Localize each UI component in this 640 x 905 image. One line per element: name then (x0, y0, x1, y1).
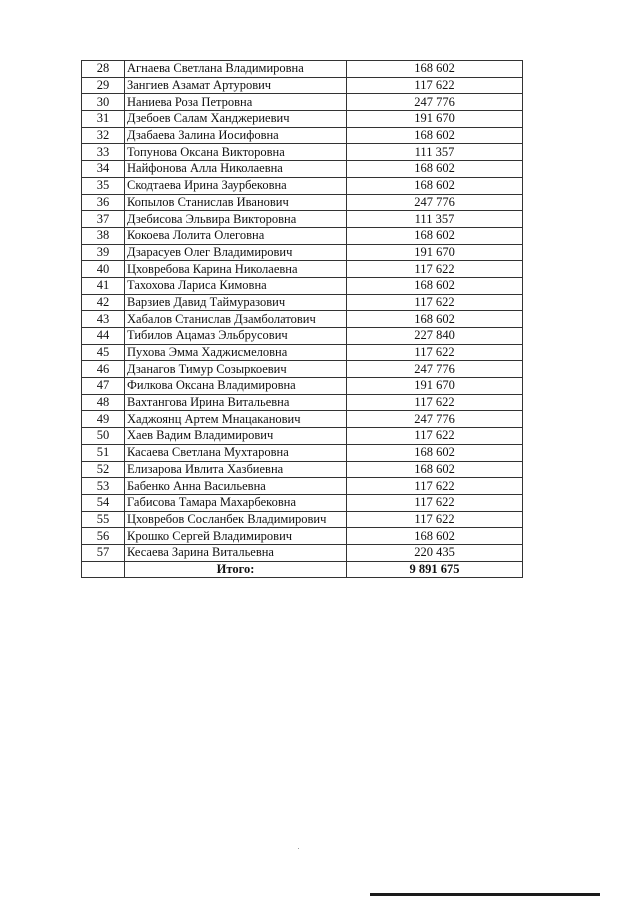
row-sum: 247 776 (347, 411, 523, 428)
table-row (82, 411, 523, 428)
row-sum: 168 602 (347, 311, 523, 328)
row-number: 39 (82, 244, 125, 261)
table-row (82, 294, 523, 311)
row-sum: 168 602 (347, 227, 523, 244)
row-sum: 117 622 (347, 511, 523, 528)
table-row (82, 494, 523, 511)
row-name: Кокоева Лолита Олеговна (125, 227, 347, 244)
row-sum: 168 602 (347, 277, 523, 294)
row-number: 28 (82, 61, 125, 78)
row-sum: 117 622 (347, 478, 523, 495)
row-name: Кесаева Зарина Витальевна (125, 544, 347, 561)
row-name: Крошко Сергей Владимирович (125, 528, 347, 545)
table-row (82, 77, 523, 94)
row-sum: 111 357 (347, 144, 523, 161)
row-number: 45 (82, 344, 125, 361)
row-sum: 168 602 (347, 528, 523, 545)
row-name: Пухова Эмма Хаджисмеловна (125, 344, 347, 361)
table-row (82, 394, 523, 411)
row-sum: 191 670 (347, 378, 523, 395)
row-sum: 168 602 (347, 61, 523, 78)
table-row (82, 461, 523, 478)
table-row (82, 111, 523, 128)
total-label: Итого: (125, 561, 347, 578)
row-number: 49 (82, 411, 125, 428)
row-sum: 168 602 (347, 461, 523, 478)
row-sum: 168 602 (347, 444, 523, 461)
row-sum: 168 602 (347, 177, 523, 194)
row-number: 52 (82, 461, 125, 478)
row-name: Зангиев Азамат Артурович (125, 77, 347, 94)
table-row (82, 378, 523, 395)
table-row (82, 177, 523, 194)
row-sum: 168 602 (347, 161, 523, 178)
row-sum: 117 622 (347, 344, 523, 361)
row-name: Филкова Оксана Владимировна (125, 378, 347, 395)
row-sum: 247 776 (347, 194, 523, 211)
table-row (82, 511, 523, 528)
row-number: 57 (82, 544, 125, 561)
row-name: Топунова Оксана Викторовна (125, 144, 347, 161)
row-sum: 191 670 (347, 244, 523, 261)
table-row (82, 478, 523, 495)
row-sum: 227 840 (347, 328, 523, 345)
row-number: 56 (82, 528, 125, 545)
row-name: Дзанагов Тимур Созыркоевич (125, 361, 347, 378)
total-row (82, 561, 523, 578)
row-name: Хабалов Станислав Дзамболатович (125, 311, 347, 328)
table-row (82, 161, 523, 178)
row-sum: 117 622 (347, 261, 523, 278)
table-row (82, 144, 523, 161)
row-sum: 111 357 (347, 211, 523, 228)
row-number: 50 (82, 428, 125, 445)
row-name: Тахохова Лариса Кимовна (125, 277, 347, 294)
table-row (82, 94, 523, 111)
table-row (82, 428, 523, 445)
row-number: 35 (82, 177, 125, 194)
scan-speck (298, 848, 299, 849)
table-body (82, 61, 523, 562)
row-number: 48 (82, 394, 125, 411)
table-row (82, 444, 523, 461)
row-name: Цховребова Карина Николаевна (125, 261, 347, 278)
row-number: 30 (82, 94, 125, 111)
row-sum: 247 776 (347, 361, 523, 378)
signature-line (370, 893, 600, 896)
row-sum: 247 776 (347, 94, 523, 111)
table-row (82, 328, 523, 345)
row-sum: 117 622 (347, 494, 523, 511)
row-name: Хаджоянц Артем Мнацаканович (125, 411, 347, 428)
table-row (82, 311, 523, 328)
row-number: 54 (82, 494, 125, 511)
row-number: 29 (82, 77, 125, 94)
row-name: Касаева Светлана Мухтаровна (125, 444, 347, 461)
table-row (82, 61, 523, 78)
table-row (82, 361, 523, 378)
row-name: Габисова Тамара Махарбековна (125, 494, 347, 511)
row-sum: 168 602 (347, 127, 523, 144)
table-row (82, 344, 523, 361)
row-name: Цховребов Сосланбек Владимирович (125, 511, 347, 528)
row-name: Найфонова Алла Николаевна (125, 161, 347, 178)
row-name: Елизарова Ивлита Хазбиевна (125, 461, 347, 478)
row-name: Агнаева Светлана Владимировна (125, 61, 347, 78)
row-number: 51 (82, 444, 125, 461)
row-number: 31 (82, 111, 125, 128)
row-number: 42 (82, 294, 125, 311)
row-number: 41 (82, 277, 125, 294)
row-sum: 117 622 (347, 394, 523, 411)
total-sum: 9 891 675 (347, 561, 523, 578)
row-number: 33 (82, 144, 125, 161)
row-name: Варзиев Давид Таймуразович (125, 294, 347, 311)
row-number: 47 (82, 378, 125, 395)
payment-table (81, 60, 523, 578)
row-name: Скодтаева Ирина Заурбековна (125, 177, 347, 194)
row-name: Тибилов Ацамаз Эльбрусович (125, 328, 347, 345)
table-row (82, 528, 523, 545)
row-sum: 191 670 (347, 111, 523, 128)
row-name: Дзабаева Залина Иосифовна (125, 127, 347, 144)
table-row (82, 544, 523, 561)
table-row (82, 244, 523, 261)
row-number: 36 (82, 194, 125, 211)
row-number: 38 (82, 227, 125, 244)
row-sum: 220 435 (347, 544, 523, 561)
row-number: 40 (82, 261, 125, 278)
row-sum: 117 622 (347, 294, 523, 311)
table-row (82, 127, 523, 144)
table-row (82, 261, 523, 278)
row-number: 32 (82, 127, 125, 144)
row-name: Дзарасуев Олег Владимирович (125, 244, 347, 261)
row-name: Хаев Вадим Владимирович (125, 428, 347, 445)
table-row (82, 211, 523, 228)
row-number: 53 (82, 478, 125, 495)
table-row (82, 277, 523, 294)
table-row (82, 194, 523, 211)
total-num-cell (82, 561, 125, 578)
row-number: 44 (82, 328, 125, 345)
row-sum: 117 622 (347, 77, 523, 94)
row-number: 46 (82, 361, 125, 378)
row-name: Дзебисова Эльвира Викторовна (125, 211, 347, 228)
row-name: Копылов Станислав Иванович (125, 194, 347, 211)
row-name: Вахтангова Ирина Витальевна (125, 394, 347, 411)
row-sum: 117 622 (347, 428, 523, 445)
row-name: Бабенко Анна Васильевна (125, 478, 347, 495)
row-name: Наниева Роза Петровна (125, 94, 347, 111)
row-number: 37 (82, 211, 125, 228)
table-row (82, 227, 523, 244)
row-number: 34 (82, 161, 125, 178)
row-number: 55 (82, 511, 125, 528)
row-number: 43 (82, 311, 125, 328)
row-name: Дзебоев Салам Ханджериевич (125, 111, 347, 128)
